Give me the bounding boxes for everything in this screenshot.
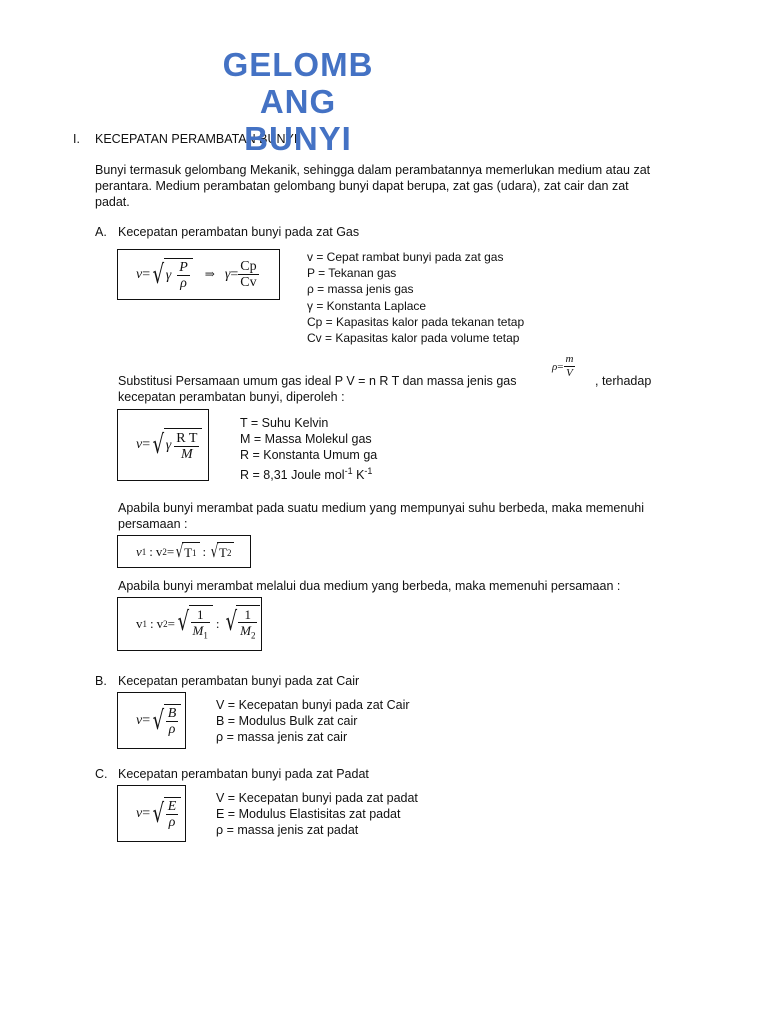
symbol-t: T [184,544,193,560]
symbol-gamma-2: γ [224,266,231,282]
solid-formula-box [117,785,186,842]
substitution-text: Substitusi Persamaan umum gas ideal P V = n R T dan massa jenis gas [118,374,517,388]
part-a-letter: A. [95,225,107,239]
part-c-heading: Kecepatan perambatan bunyi pada zat Padat [118,767,369,781]
symbol-colon: : [150,616,154,631]
temperature-text [118,500,644,532]
symbol-equals: = [142,266,151,282]
sqrt-sign: √ $\frac{1}{M_2}$ [223,605,261,644]
symbol-v: v [155,543,163,559]
denominator-m: M [180,446,193,462]
substitution-text-2: kecepatan perambatan bunyi, diperoleh : [118,390,345,404]
legend-item: B = Modulus Bulk zat cair [216,714,358,728]
symbol-v: v [136,712,143,728]
symbol-gamma: γ [165,267,172,283]
section-numeral: I. [73,132,80,146]
fraction-cp-cv [238,259,258,290]
legend-item: γ = Konstanta Laplace [307,298,427,313]
legend-item: R = Konstanta Umum ga [240,448,378,462]
legend-item: ρ = massa jenis zat cair [216,730,348,744]
title-line-1: GELOMB [222,46,374,83]
sqrt-sign: √ T 1 [174,542,199,562]
symbol-v: v [136,616,143,631]
ideal-gas-legend [240,415,377,483]
symbol-v: v [136,805,143,821]
numerator-p: P [179,260,188,275]
symbol-rho: ρ [552,360,558,373]
subscript: 2 [226,547,232,558]
legend-item: P = Tekanan gas [307,266,397,281]
legend-item: V = Kecepatan bunyi pada zat padat [216,791,418,805]
subscript: 2 [163,619,168,629]
paragraph-line: Apabila bunyi merambat pada suatu medium yang mempunyai suhu berbeda, maka memenuhi [118,501,644,515]
symbol-v: v [136,266,143,282]
fraction-one-m2 [238,607,257,644]
gas-formula-box [117,249,280,300]
part-c-letter: C. [95,767,108,781]
intro-line: perantara. Medium perambatan gelombang bunyi dapat berupa, zat gas (udara), zat cair dan zat [95,179,629,193]
title-line-3: BUNYI [244,120,352,157]
symbol-equals: = [142,437,151,452]
denominator-rho: ρ [180,276,187,291]
two-medium-formula-box [117,597,262,651]
legend-item: T = Suhu Kelvin [240,416,329,430]
numerator-cp: Cp [240,259,257,274]
intro-line: Bunyi termasuk gelombang Mekanik, sehingga dalam perambatannya memerlukan medium atau zat [95,163,651,177]
numerator-rt: R T [176,430,198,446]
sqrt-sign: √ $\frac{E}{\rho}$ [150,797,181,831]
liquid-legend [216,697,410,745]
symbol-m: M [192,622,204,638]
denominator-v: V [564,366,576,380]
symbol-equals: = [166,543,175,559]
legend-item [240,463,377,483]
solid-legend [216,790,418,838]
numerator-b: B [167,706,177,721]
denominator-cv: Cv [240,275,257,290]
legend-item: Cp = Kapasitas kalor pada tekanan tetap [307,314,525,329]
part-b-letter: B. [95,674,107,688]
gas-legend [307,249,524,346]
subscript: 1 [203,630,208,641]
legend-item: V = Kecepatan bunyi pada zat Cair [216,698,410,712]
symbol-equals: = [142,712,151,728]
symbol-t: T [219,544,227,560]
symbol-v: v [136,437,143,452]
ideal-gas-formula-box [117,409,209,481]
symbol-v: v [156,616,164,631]
subscript: 2 [250,630,256,641]
page-title [212,46,384,120]
fraction-one-m1 [191,607,210,644]
fraction-m-v [564,353,576,380]
symbol-colon: : [202,543,207,559]
implies-arrow: ⇒ [204,267,215,281]
legend-item: Cv = Kapasitas kalor pada volume tetap [307,331,520,346]
legend-item: M = Massa Molekul gas [240,432,372,446]
symbol-gamma: γ [165,438,172,453]
numerator-one: 1 [191,607,210,623]
symbol-colon: : [149,543,153,559]
subscript: 2 [162,546,167,557]
part-a-heading: Kecepatan perambatan bunyi pada zat Gas [118,225,360,239]
numerator-one: 1 [238,607,257,623]
numerator-e: E [167,799,177,814]
symbol-equals-2: = [230,266,239,282]
denominator-rho: ρ [168,722,176,737]
part-b-heading: Kecepatan perambatan bunyi pada zat Cair [118,674,360,688]
fraction-e-rho [166,799,179,830]
legend-gas-constant: R = 8,31 Joule mol [240,468,345,483]
intro-line: padat. [95,195,130,209]
symbol-m: M [240,622,251,638]
title-line-3-wrap [212,120,384,157]
symbol-equals: = [142,805,151,821]
numerator-m: m [565,353,574,365]
temperature-formula-box [117,535,251,568]
fraction-b-rho [166,706,179,737]
section-heading: KECEPATAN PERAMBATAN BUNYI [95,132,298,146]
subscript: 1 [192,547,197,558]
sqrt-sign: √ $\frac{1}{M_1}$ [175,605,213,644]
sqrt-sign: √ T 2 [209,542,234,562]
fraction-p-rho [177,260,190,291]
substitution-tail: , terhadap [595,374,652,388]
fraction-rt-m [174,431,199,462]
subscript: 1 [142,619,147,629]
density-formula [552,353,575,380]
sqrt-sign: √ γ $\frac{\text{R T}}{M}$ [150,428,202,462]
symbol-v: v [136,543,142,559]
title-line-2: ANG [259,83,337,120]
paragraph-line: persamaan : [118,517,188,531]
sqrt-sign: √ γ $\frac{P}{\rho}$ [150,258,193,292]
superscript: -1 [364,466,373,476]
symbol-colon: : [215,616,220,631]
denominator-rho: ρ [168,815,176,830]
legend-kelvin: K [352,468,365,483]
intro-paragraph [95,162,650,210]
superscript: -1 [344,466,353,476]
legend-item: ρ = massa jenis zat padat [216,823,359,837]
liquid-formula-box [117,692,186,749]
legend-item: v = Cepat rambat bunyi pada zat gas [307,250,504,264]
two-medium-text: Apabila bunyi merambat melalui dua medium yang berbeda, maka memenuhi persamaan : [118,579,621,593]
legend-item: E = Modulus Elastisitas zat padat [216,807,401,821]
symbol-equals: = [557,360,564,373]
sqrt-sign: √ $\frac{B}{\rho}$ [150,704,181,738]
legend-item: ρ = massa jenis gas [307,282,414,297]
symbol-equals: = [167,616,175,631]
subscript: 1 [141,546,147,557]
